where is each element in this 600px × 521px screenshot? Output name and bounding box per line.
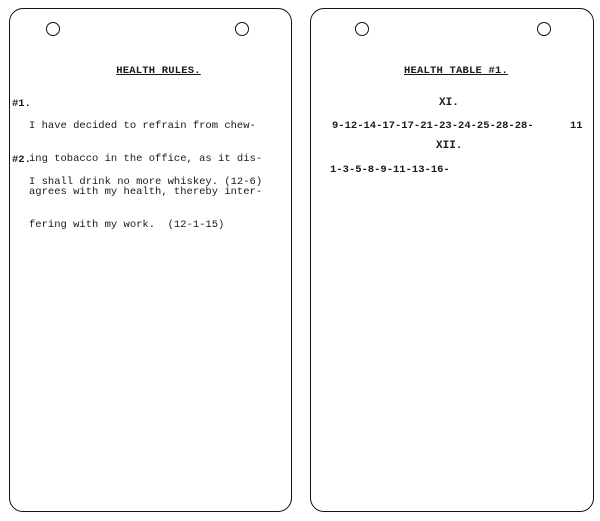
health-rule [12, 155, 290, 199]
rule-line: fering with my work. (12-1-15) [29, 219, 225, 231]
rule-number: #2. [12, 154, 31, 166]
punch-hole [537, 22, 551, 36]
rule-line: agrees with my health, thereby inter- [29, 186, 263, 198]
rule-line: I have decided to refrain from chew- [29, 120, 256, 132]
rule-number: #1. [12, 98, 31, 110]
rule-line: I shall drink no more whiskey. (12-6) [29, 176, 263, 188]
sequence-trailing-value: 11 [570, 120, 583, 132]
card-heading: HEALTH TABLE #1. [403, 65, 509, 77]
health-table-card [310, 8, 594, 512]
rule-line: ing tobacco in the office, as it dis- [29, 153, 263, 165]
section-label: XI. [439, 97, 459, 109]
day-sequence: 9-12-14-17-17-21-23-24-25-28-28- [332, 120, 534, 132]
punch-hole [355, 22, 369, 36]
punch-hole [46, 22, 60, 36]
day-sequence: 1-3-5-8-9-11-13-16- [330, 164, 450, 176]
health-rules-card [9, 8, 292, 512]
section-label: XII. [436, 140, 463, 152]
punch-hole [235, 22, 249, 36]
rule-text [29, 155, 262, 210]
card-heading: HEALTH RULES. [116, 65, 201, 77]
